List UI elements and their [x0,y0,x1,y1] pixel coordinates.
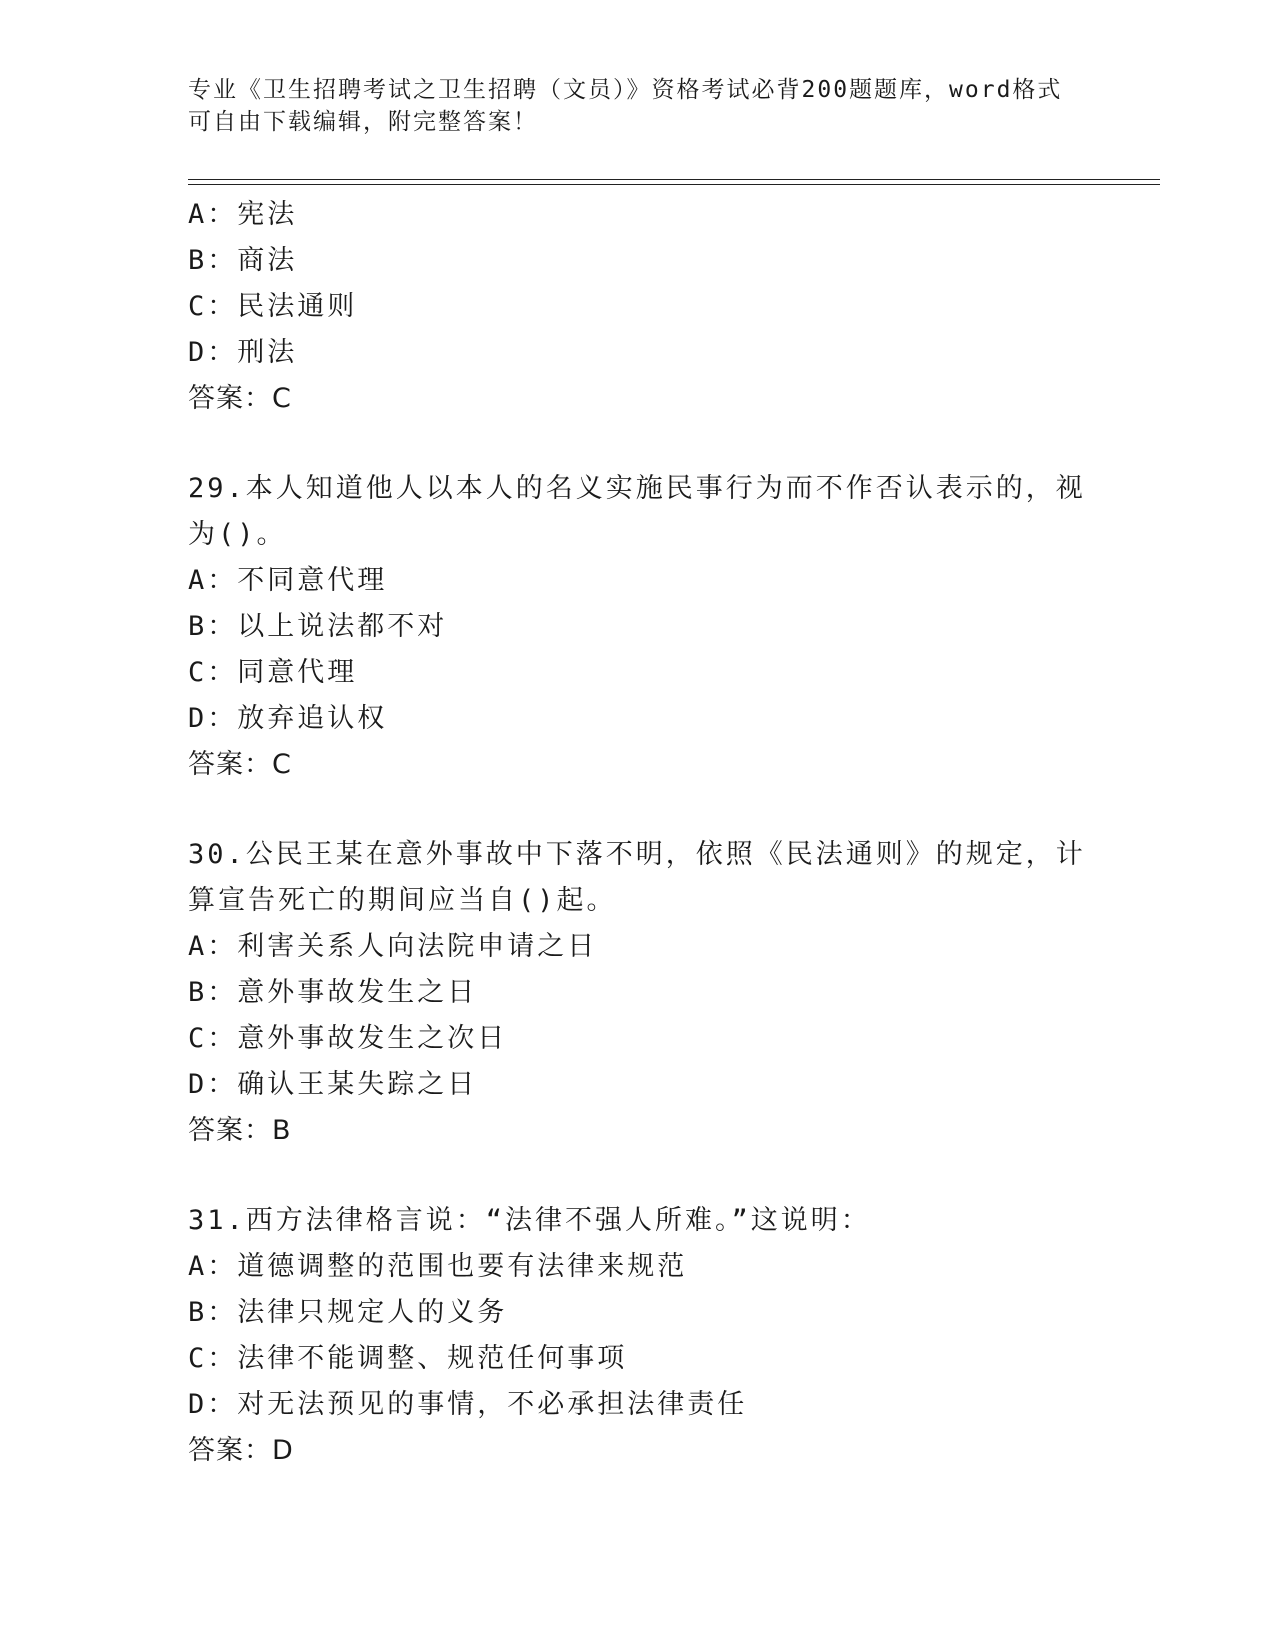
option-c: C：法律不能调整、规范任何事项 [188,1343,628,1374]
question-list [188,192,1088,1474]
question-block-31 [188,1198,1088,1474]
question-block-30 [188,832,1088,1154]
option-d: D：确认王某失踪之日 [188,1069,478,1100]
option-d: D：放弃追认权 [188,703,388,734]
answer: 答案：C [188,749,292,780]
question-text: 29.本人知道他人以本人的名义实施民事行为而不作否认表示的，视为()。 [188,473,1086,550]
option-b: B：商法 [188,245,298,276]
question-text: 30.公民王某在意外事故中下落不明，依照《民法通则》的规定，计算宣告死亡的期间应当自()起。 [188,839,1086,916]
answer: 答案：D [188,1435,294,1466]
option-a: A：宪法 [188,199,298,230]
spacer [188,422,1088,466]
answer: 答案：B [188,1115,292,1146]
document-header [188,74,1068,138]
question-block-28 [188,192,1088,422]
option-a: A：利害关系人向法院申请之日 [188,931,598,962]
header-line-2: 可自由下载编辑，附完整答案！ [188,109,538,135]
header-rule-top [188,179,1160,180]
question-block-29 [188,466,1088,788]
spacer [188,1154,1088,1198]
spacer [188,788,1088,832]
question-text: 31.西方法律格言说：“法律不强人所难。”这说明： [188,1205,871,1236]
option-b: B：以上说法都不对 [188,611,448,642]
header-rule-bottom [188,184,1160,185]
option-d: D：对无法预见的事情，不必承担法律责任 [188,1389,748,1420]
header-line-1: 专业《卫生招聘考试之卫生招聘（文员）》资格考试必背200题题库，word格式 [188,77,1063,103]
option-a: A：道德调整的范围也要有法律来规范 [188,1251,688,1282]
option-c: C：意外事故发生之次日 [188,1023,508,1054]
option-c: C：同意代理 [188,657,358,688]
option-b: B：法律只规定人的义务 [188,1297,508,1328]
option-d: D：刑法 [188,337,298,368]
answer: 答案：C [188,383,292,414]
option-b: B：意外事故发生之日 [188,977,478,1008]
option-a: A：不同意代理 [188,565,388,596]
option-c: C：民法通则 [188,291,358,322]
